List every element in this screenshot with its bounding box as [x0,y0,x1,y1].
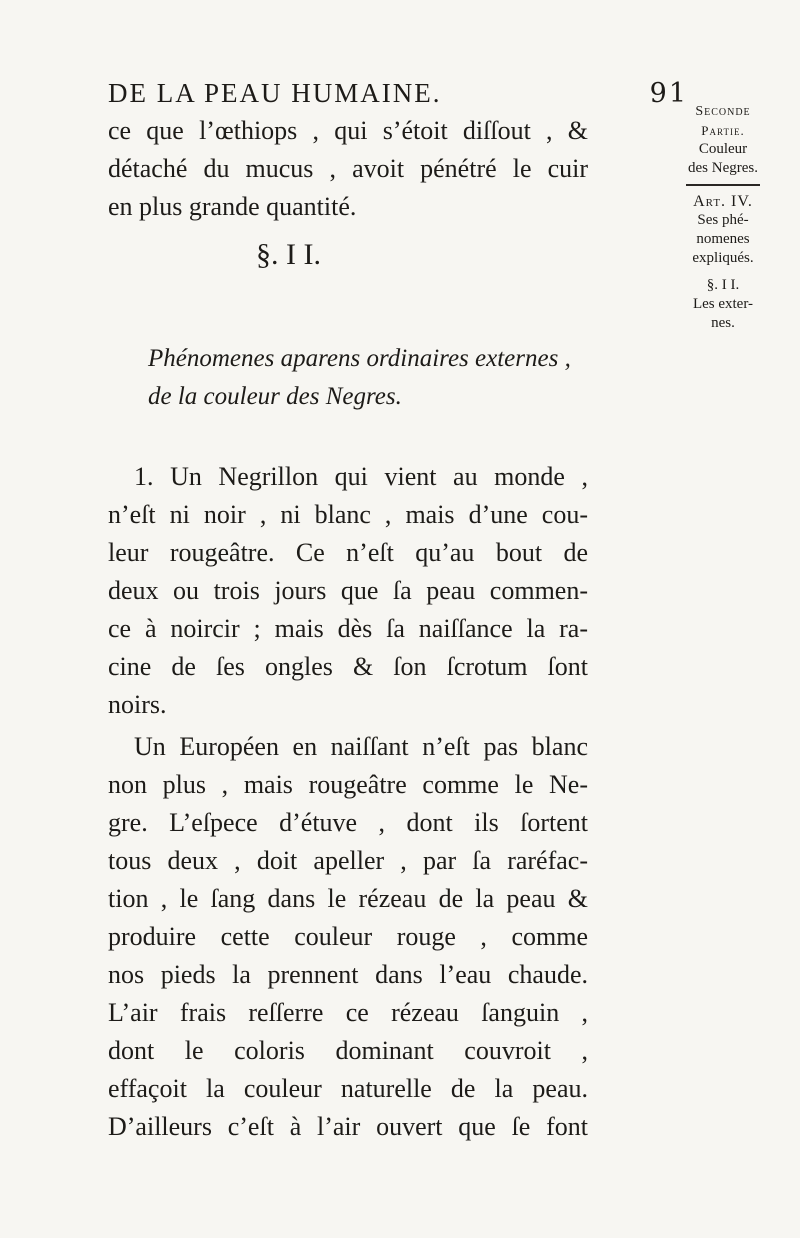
margin-article-desc: expliqués. [692,250,754,266]
text-line: effaçoit la couleur naturelle de la peau. [108,1074,588,1103]
text-line: D’ailleurs c’eſt à l’air ouvert que ſe font [108,1112,588,1141]
margin-section: §. I I. [706,277,740,293]
margin-notes [648,102,798,333]
text-line: cine de ſes ongles & ſon ſcrotum ſont [108,652,588,681]
text-line: noirs. [108,690,167,719]
text-line: en plus grande quantité. [108,192,357,221]
margin-article: Art. IV. [693,193,753,210]
margin-part: Seconde [695,104,751,119]
margin-topic: Couleur [698,141,748,157]
paragraph-1 [108,458,588,724]
section-title-line: Phénomenes aparens ordinaires externes , [148,345,571,372]
text-line: ce que l’œthiops , qui s’étoit diſſout , & [108,116,588,145]
section-title-line: de la couleur des Negres. [148,383,402,410]
margin-article-desc: Ses phé- [697,212,749,228]
text-line: leur rougeâtre. Ce n’eſt qu’au bout de [108,538,588,567]
text-line: 1. Un Negrillon qui vient au monde , [134,462,588,491]
margin-article-desc: nomenes [696,231,750,247]
text-line: non plus , mais rougeâtre comme le Ne- [108,770,588,799]
text-line: L’air frais reſſerre ce rézeau ſanguin , [108,998,588,1027]
text-line: n’eſt ni noir , ni blanc , mais d’une cou- [108,500,588,529]
text-line: détaché du mucus , avoit pénétré le cuir [108,154,588,183]
text-line: nos pieds la prennent dans l’eau chaude. [108,960,588,989]
margin-topic-2: des Negres. [688,160,758,176]
margin-part-2: Partie. [701,123,745,138]
running-title: DE LA PEAU HUMAINE. [108,78,442,108]
text-line: dont le coloris dominant couvroit , [108,1036,588,1065]
margin-section-desc: Les exter- [692,296,754,312]
margin-section-desc: nes. [711,315,735,331]
section-title [148,340,708,416]
text-line: produire cette couleur rouge , comme [108,922,588,951]
opening-text [108,112,588,226]
margin-rule [686,184,760,186]
text-line: tion , le ſang dans le rézeau de la peau & [108,884,588,913]
text-line: gre. L’eſpece d’étuve , dont ils ſortent [108,808,588,837]
paragraph-2 [108,728,588,1146]
running-header [108,78,688,109]
section-mark: §. I I. [256,238,321,271]
text-line: tous deux , doit apeller , par ſa raréfac- [108,846,588,875]
text-line: Un Européen en naiſſant n’eſt pas blanc [134,732,588,761]
text-line: ce à noircir ; mais dès ſa naiſſance la ra- [108,614,588,643]
page-number: 91 [649,78,688,109]
text-line: deux ou trois jours que ſa peau commen- [108,576,588,605]
